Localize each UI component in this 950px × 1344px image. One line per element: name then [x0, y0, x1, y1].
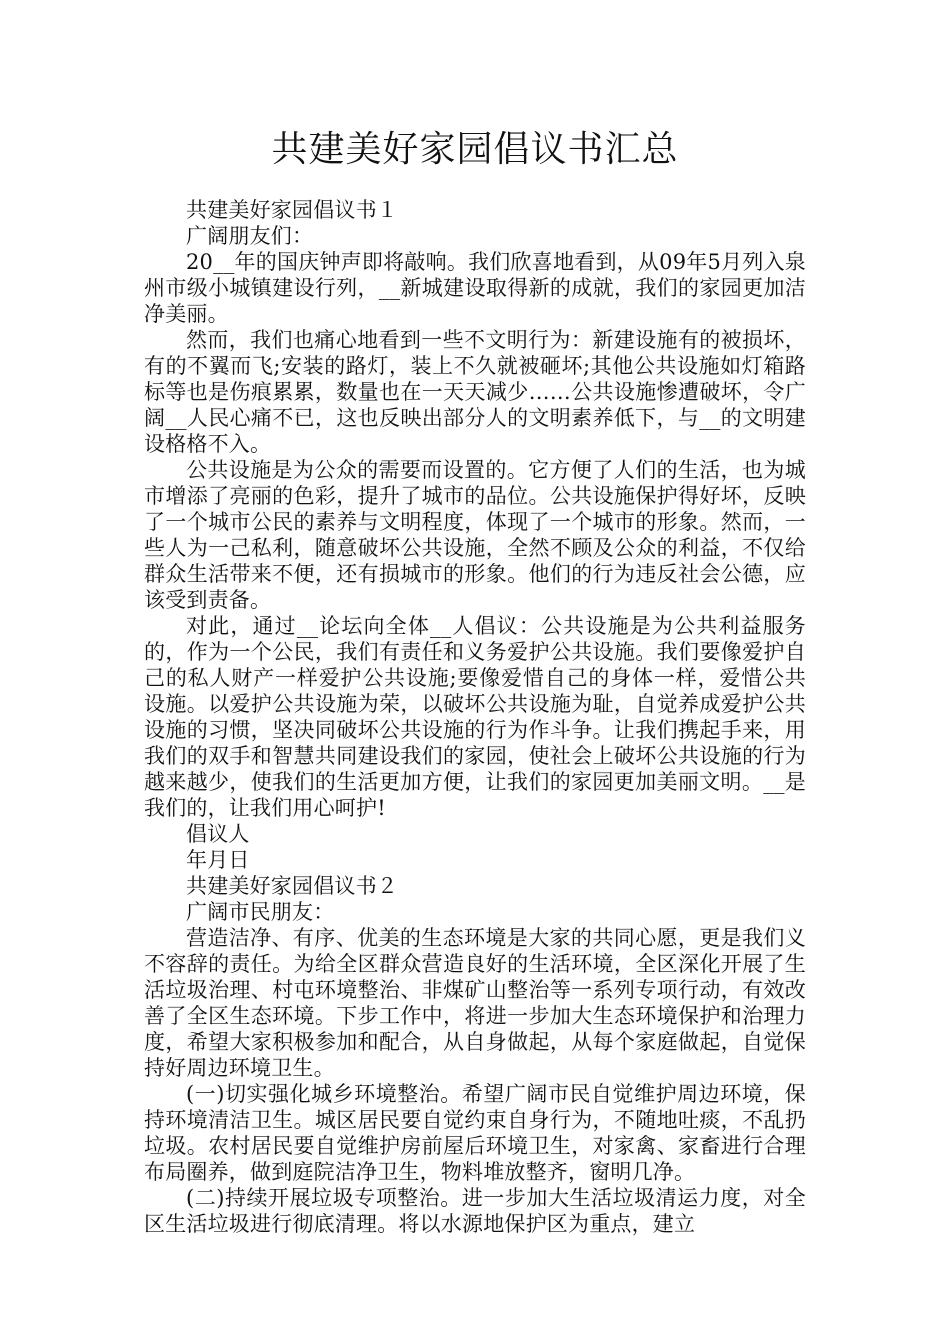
paragraph: 营造洁净、有序、优美的生态环境是大家的共同心愿，更是我们义不容辞的责任。为给全区群众营造良好的生活环境，全区深化开展了生活垃圾治理、村屯环境整治、非煤矿山整治等一系列专项行动，有效改善了全区生态环境。下步工作中，将进一步加大生态环境保护和治理力度，希望大家积极参加和配合，从自身做起，从每个家庭做起，自觉保持好周边环境卫生。	[144, 926, 806, 1080]
section-heading-1: 共建美好家园倡议书１	[186, 198, 398, 222]
document-body	[144, 197, 806, 1237]
salutation-1: 广阔朋友们：	[186, 224, 314, 248]
document-title: 共建美好家园倡议书汇总	[271, 129, 679, 170]
paragraph: (二)持续开展垃圾专项整治。进一步加大生活垃圾清运力度，对全区生活垃圾进行彻底清理。将以水源地保护区为重点，建立	[144, 1186, 806, 1236]
paragraph: 然而，我们也痛心地看到一些不文明行为：新建设施有的被损坏，有的不翼而飞;安装的路灯，装上不久就被砸坏;其他公共设施如灯箱路标等也是伤痕累累，数量也在一天天减少……公共设施惨遭破坏，令广阔__人民心痛不已，这也反映出部分人的文明素养低下，与__的文明建设格格不入。	[144, 328, 806, 456]
paragraph: 20__年的国庆钟声即将敲响。我们欣喜地看到，从09年5月列入泉州市级小城镇建设行列，__新城建设取得新的成就，我们的家园更加洁净美丽。	[144, 250, 806, 326]
salutation-2: 广阔市民朋友：	[186, 900, 335, 924]
paragraph: 公共设施是为公众的需要而设置的。它方便了人们的生活，也为城市增添了亮丽的色彩，提升了城市的品位。公共设施保护得好坏，反映了一个城市公民的素养与文明程度，体现了一个城市的形象。然而，一些人为一己私利，随意破坏公共设施，全然不顾及公众的利益，不仅给群众生活带来不便，还有损城市的形象。他们的行为违反社会公德，应该受到责备。	[144, 458, 806, 612]
paragraph: 对此，通过__论坛向全体__人倡议：公共设施是为公共利益服务的，作为一个公民，我们有责任和义务爱护公共设施。我们要像爱护自己的私人财产一样爱护公共设施;要像爱惜自己的身体一样，爱惜公共设施。以爱护公共设施为荣，以破坏公共设施为耻，自觉养成爱护公共设施的习惯，坚决同破坏公共设施的行为作斗争。让我们携起手来，用我们的双手和智慧共同建设我们的家园，使社会上破坏公共设施的行为越来越少，使我们的生活更加方便，让我们的家园更加美丽文明。__是我们的，让我们用心呵护!	[144, 614, 806, 820]
date-label: 年月日	[186, 848, 250, 872]
paragraph: (一)切实强化城乡环境整治。希望广阔市民自觉维护周边环境，保持环境清洁卫生。城区居民要自觉约束自身行为，不随地吐痰，不乱扔垃圾。农村居民要自觉维护房前屋后环境卫生，对家禽、家畜进行合理布局圈养，做到庭院洁净卫生，物料堆放整齐，窗明几净。	[144, 1082, 806, 1184]
section-heading-2: 共建美好家园倡议书２	[186, 874, 398, 898]
signature-label: 倡议人	[186, 822, 250, 846]
